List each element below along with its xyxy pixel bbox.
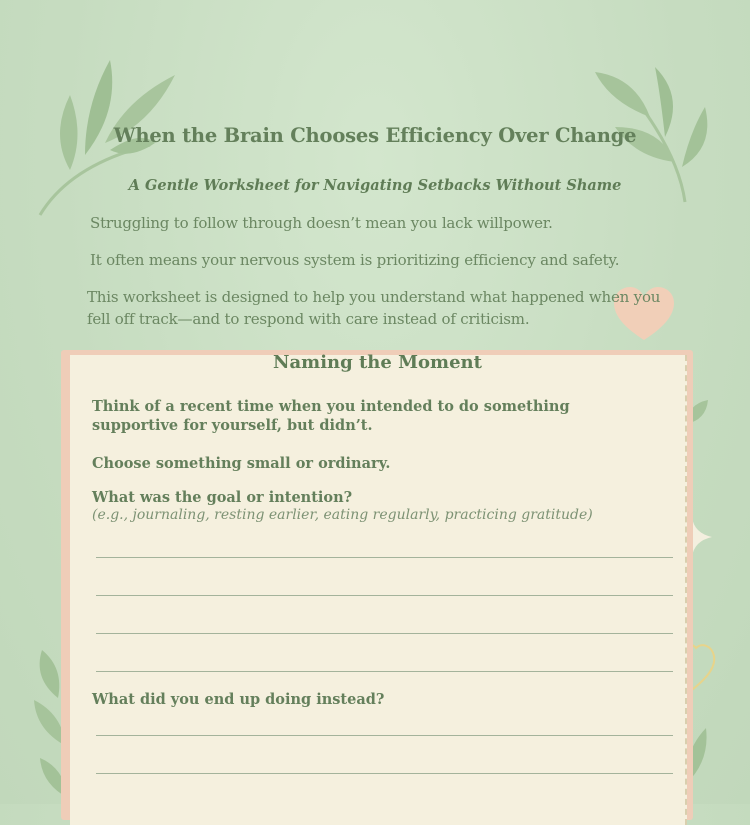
question-goal: What was the goal or intention?	[92, 489, 353, 506]
intro-paragraph: It often means your nervous system is prioritizing efficiency and safety.	[90, 251, 620, 269]
question-goal-example: (e.g., journaling, resting earlier, eating regularly, practicing gratitude)	[92, 507, 593, 523]
page-subtitle: A Gentle Worksheet for Navigating Setbacks Without Shame	[128, 177, 622, 194]
answer-line[interactable]	[96, 557, 673, 558]
answer-line[interactable]	[96, 671, 673, 672]
answer-line[interactable]	[96, 735, 673, 736]
question-instead: What did you end up doing instead?	[92, 691, 385, 708]
answer-line[interactable]	[96, 633, 673, 634]
answer-line[interactable]	[96, 595, 673, 596]
intro-paragraph: Struggling to follow through doesn’t mean you lack willpower.	[90, 214, 553, 232]
section-prompt: Choose something small or ordinary.	[92, 455, 391, 472]
intro-paragraph: This worksheet is designed to help you understand what happened when you fell off track—and to respond with care instead of criticism.	[87, 288, 661, 328]
page-title: When the Brain Chooses Efficiency Over Change	[113, 124, 637, 147]
section-title: Naming the Moment	[273, 352, 482, 373]
section-prompt: Think of a recent time when you intended to do something supportive for yourself, but didn’t.	[92, 398, 570, 434]
answer-line[interactable]	[96, 773, 673, 774]
